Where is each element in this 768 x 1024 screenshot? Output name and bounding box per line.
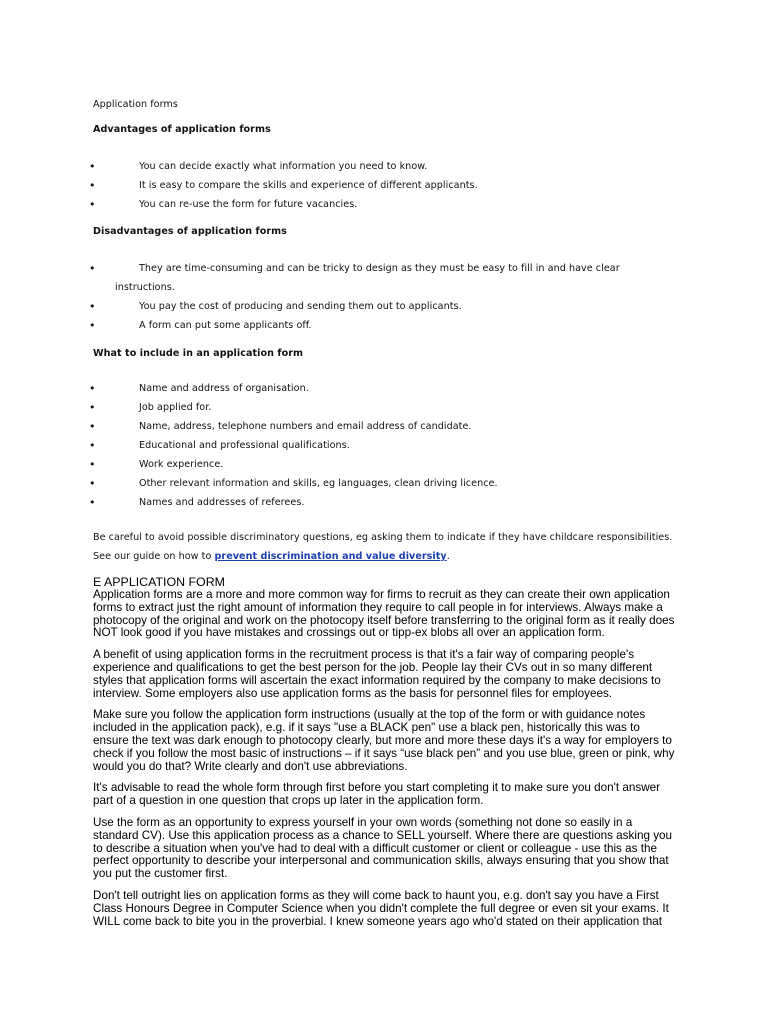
include-heading: What to include in an application form — [93, 348, 304, 359]
bullet-icon: • — [89, 300, 96, 313]
paragraph: It's advisable to read the whole form through first before you start completing it to make sure you don't answer part of a question in one question that crops up later in the application form. — [93, 781, 661, 808]
paragraph: Don't tell outright lies on application forms as they will come back to haunt you, e.g. don't say you have a First Class Honours Degree in Computer Science when you didn't complete the full degree or even sit your exams. It WILL come back to bite you in the proverbial. I knew someone years ago who'd stated on their application that — [93, 888, 669, 928]
bullet-icon: • — [89, 319, 96, 332]
bullet-icon: • — [89, 160, 96, 173]
section-heading: E APPLICATION FORM — [93, 575, 225, 589]
bullet-icon: • — [89, 439, 96, 452]
document-page: Application forms Advantages of application forms • You can decide exactly what information you need to know. • It is easy to compare the skills and experience of different applicants. • You can re-use the form for future vacancies. Disadvantages of application forms • They are time-consuming and can be tricky to design as they must be easy to fill in and have clear instructions. • You pay the cost of producing and sending them out to applicants. • A form can put some applicants off. What to include in an application form • Name and address of organisation. • Job applied for. • Name, address, telephone numbers and email address of candidate. • Educational and professional qualifications. • Work experience. • Other relevant information and skills, eg languages, clean driving licence. • Names and addresses of referees. Be careful to avoid possible discriminatory questions, eg asking them to indicate if they have childcare responsibilities. See our guide on how to prevent discrimination and value diversity. E APPLICATION FORM Application forms are a more and more common way for firms to recruit as they can create their own application forms to extract just the right amount of information they require to call people in for interviews. Always make a photocopy of the original and work on the photocopy itself before transferring to the original form as it really does NOT look good if you have mistakes and crossings out or tipp-ex blobs all over an application form. A benefit of using application forms in the recruitment process is that it's a fair way of comparing people's experience and qualifications to get the best person for the job. People lay their CVs out in so many different styles that application forms will ascertain the exact information required by the company to make decisions to interview. Some employers also use application forms as the basis for personnel files for employees. Make sure you follow the application form instructions (usually at the top of the form or with guidance notes included in the application pack), e.g. if it says "use a BLACK pen" use a black pen, historically this was to ensure the text was dark enough to photocopy clearly, but more and more these days it's a way for employers to check if you follow the most basic of instructions – if it says “use black pen” and you use blue, green or pink, why would you do that? Write clearly and don't use abbreviations. It's advisable to read the whole form through first before you start completing it to make sure you don't answer part of a question in one question that crops up later in the application form. Use the form as an opportunity to express yourself in your own words (something not done so easily in a standard CV). Use this application process as a chance to SELL yourself. Where there are questions asking you to describe a situation when you've had to deal with a difficult customer or client or colleague - use this as the perfect opportunity to describe your interpersonal and communication skills, always ensuring that you show that you put the customer first. Don't tell outright lies on application forms as they will come back to haunt you, e.g. don't say you have a First Class Honours Degree in Computer Science when you didn't complete the full degree or even sit your exams. It WILL come back to bite you in the proverbial. I knew someone years ago who'd stated on their application that — [0, 0, 768, 1024]
paragraph: Make sure you follow the application form instructions (usually at the top of the form or with guidance notes included in the application pack), e.g. if it says "use a BLACK pen" use a black pen, historically this was to ensure the text was dark enough to photocopy clearly, but more and more these days it's a way for employers to check if you follow the most basic of instructions – if it says “use black pen” and you use blue, green or pink, why would you do that? Write clearly and don't use abbreviations. — [93, 708, 675, 773]
application-form-article — [93, 575, 675, 937]
bullet-icon: • — [89, 496, 96, 509]
disadvantages-heading: Disadvantages of application forms — [93, 226, 287, 237]
paragraph: A benefit of using application forms in the recruitment process is that it's a fair way of comparing people's experience and qualifications to get the best person for the job. People lay their CVs out in so many different styles that application forms will ascertain the exact information required by the company to make decisions to interview. Some employers also use application forms as the basis for personnel files for employees. — [93, 648, 661, 700]
careful-note: Be careful to avoid possible discriminatory questions, eg asking them to indicate if they have childcare responsibilities. — [93, 532, 673, 543]
paragraph: Application forms are a more and more common way for firms to recruit as they can create their own application forms to extract just the right amount of information they require to call people in for interviews. Always make a photocopy of the original and work on the photocopy itself before transferring to the original form as it really does NOT look good if you have mistakes and crossings out or tipp-ex blobs all over an application form. — [93, 588, 675, 640]
diversity-guide-link[interactable]: prevent discrimination and value diversity — [214, 551, 447, 562]
guide-line: See our guide on how to prevent discrimination and value diversity. — [93, 551, 450, 562]
bullet-icon: • — [89, 262, 96, 275]
page-title: Application forms — [93, 99, 178, 110]
bullet-icon: • — [89, 477, 96, 490]
advantages-heading: Advantages of application forms — [93, 124, 271, 135]
bullet-icon: • — [89, 198, 96, 211]
bullet-icon: • — [89, 420, 96, 433]
bullet-icon: • — [89, 458, 96, 471]
bullet-icon: • — [89, 401, 96, 414]
bullet-icon: • — [89, 382, 96, 395]
bullet-icon: • — [89, 179, 96, 192]
paragraph: Use the form as an opportunity to express yourself in your own words (something not done so easily in a standard CV). Use this application process as a chance to SELL yourself. Where there are questions asking you to describe a situation when you've had to deal with a difficult customer or client or colleague - use this as the perfect opportunity to describe your interpersonal and communication skills, always ensuring that you show that you put the customer first. — [93, 815, 673, 881]
